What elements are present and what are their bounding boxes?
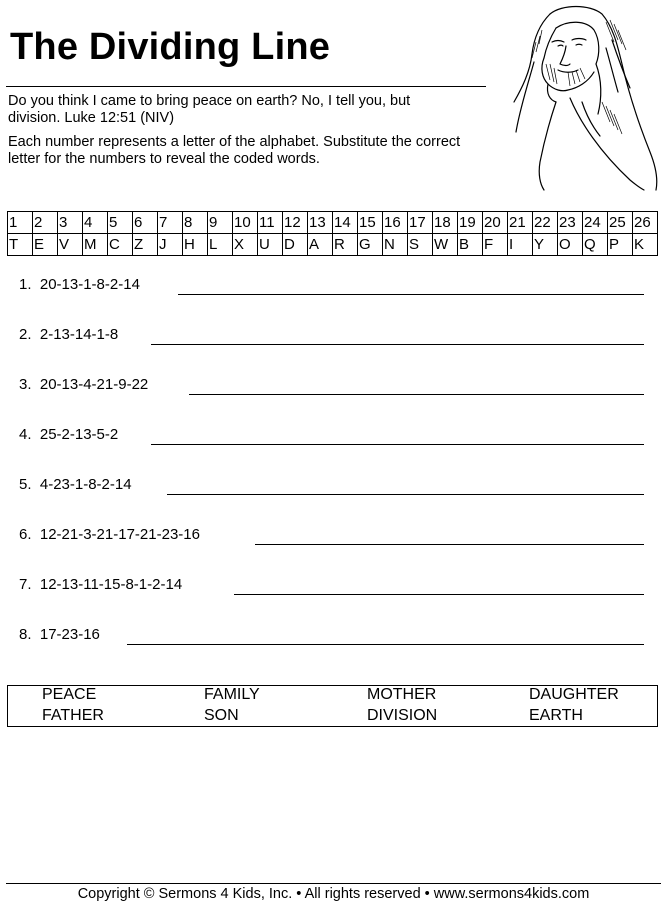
code-key-letter: N [383,234,408,256]
puzzle-code: 12-13-11-15-8-1-2-14 [39,576,183,593]
code-key-number: 22 [533,212,558,234]
puzzle-item [19,423,118,447]
code-key-letter: G [358,234,383,256]
code-key-letter: Q [583,234,608,256]
puzzle-code: 20-13-1-8-2-14 [39,276,140,293]
answer-line-3[interactable] [189,394,644,395]
code-key-letter: Y [533,234,558,256]
code-key-letter: M [83,234,108,256]
code-key-letter: O [558,234,583,256]
code-key-letter: E [33,234,58,256]
word-bank-item: DAUGHTER [529,686,619,703]
puzzle-code: 2-13-14-1-8 [39,326,119,343]
jesus-portrait-illustration [510,2,660,192]
code-key-letter: C [108,234,133,256]
code-key-number: 5 [108,212,133,234]
code-key-letter: B [458,234,483,256]
code-key-number: 14 [333,212,358,234]
word-bank-item: SON [204,707,239,724]
code-key-letter: H [183,234,208,256]
code-key-letter: Z [133,234,158,256]
code-key-letter: X [233,234,258,256]
code-key-letters-row [8,234,658,256]
code-key-number: 21 [508,212,533,234]
puzzle-number: 3. [19,376,32,393]
letter-code-key-table [7,211,658,256]
word-bank-item: FATHER [42,707,104,724]
code-key-numbers-row [8,212,658,234]
word-bank-item: DIVISION [367,707,438,724]
puzzle-code: 4-23-1-8-2-14 [39,476,132,493]
code-key-number: 9 [208,212,233,234]
answer-line-4[interactable] [151,444,644,445]
title-divider [6,86,486,87]
puzzle-number: 8. [19,626,32,643]
code-key-letter: S [408,234,433,256]
code-key-letter: D [283,234,308,256]
code-key-number: 1 [8,212,33,234]
puzzle-number: 1. [19,276,32,293]
code-key-letter: F [483,234,508,256]
code-key-number: 19 [458,212,483,234]
word-bank-item: FAMILY [204,686,260,703]
code-key-number: 11 [258,212,283,234]
code-key-letter: L [208,234,233,256]
answer-line-8[interactable] [127,644,644,645]
code-key-number: 13 [308,212,333,234]
puzzle-item [19,523,200,547]
word-bank-item: PEACE [42,686,97,703]
code-key-letter: A [308,234,333,256]
answer-line-1[interactable] [178,294,644,295]
puzzle-item [19,473,132,497]
code-key-number: 25 [608,212,633,234]
word-bank-item: EARTH [529,707,583,724]
puzzle-item [19,373,148,397]
puzzle-number: 2. [19,326,32,343]
puzzle-item [19,273,140,297]
puzzle-code: 17-23-16 [39,626,100,643]
answer-line-6[interactable] [255,544,644,545]
word-bank-item: MOTHER [367,686,437,703]
code-key-number: 3 [58,212,83,234]
code-key-number: 6 [133,212,158,234]
answer-line-7[interactable] [234,594,644,595]
code-key-number: 26 [633,212,658,234]
footer-divider [6,883,661,884]
puzzle-number: 7. [19,576,32,593]
code-key-letter: K [633,234,658,256]
instructions-text: Each number represents a letter of the alphabet. Substitute the correct letter for the numbers to reveal the coded words. [8,134,461,167]
code-key-number: 7 [158,212,183,234]
puzzle-code: 12-21-3-21-17-21-23-16 [39,526,200,543]
code-key-letter: J [158,234,183,256]
code-key-number: 8 [183,212,208,234]
answer-line-5[interactable] [167,494,644,495]
code-key-letter: P [608,234,633,256]
puzzle-code: 25-2-13-5-2 [39,426,119,443]
code-key-number: 16 [383,212,408,234]
code-key-letter: T [8,234,33,256]
code-key-number: 2 [33,212,58,234]
code-key-number: 12 [283,212,308,234]
code-key-number: 17 [408,212,433,234]
code-key-letter: V [58,234,83,256]
scripture-verse: Do you think I came to bring peace on earth? No, I tell you, but division. Luke 12:51 (NIV) [8,93,411,126]
code-key-letter: I [508,234,533,256]
code-key-letter: W [433,234,458,256]
puzzle-number: 6. [19,526,32,543]
code-key-number: 4 [83,212,108,234]
copyright-footer: Copyright © Sermons 4 Kids, Inc. • All rights reserved • www.sermons4kids.com [77,886,590,902]
word-bank [7,685,658,727]
page-title: The Dividing Line [10,26,331,68]
code-key-letter: R [333,234,358,256]
code-key-number: 10 [233,212,258,234]
code-key-number: 15 [358,212,383,234]
code-key-number: 23 [558,212,583,234]
puzzle-number: 5. [19,476,32,493]
puzzle-item [19,323,118,347]
puzzle-number: 4. [19,426,32,443]
puzzle-item [19,623,100,647]
puzzle-code: 20-13-4-21-9-22 [39,376,149,393]
answer-line-2[interactable] [151,344,644,345]
code-key-number: 18 [433,212,458,234]
puzzle-item [19,573,182,597]
code-key-number: 24 [583,212,608,234]
code-key-number: 20 [483,212,508,234]
code-key-letter: U [258,234,283,256]
